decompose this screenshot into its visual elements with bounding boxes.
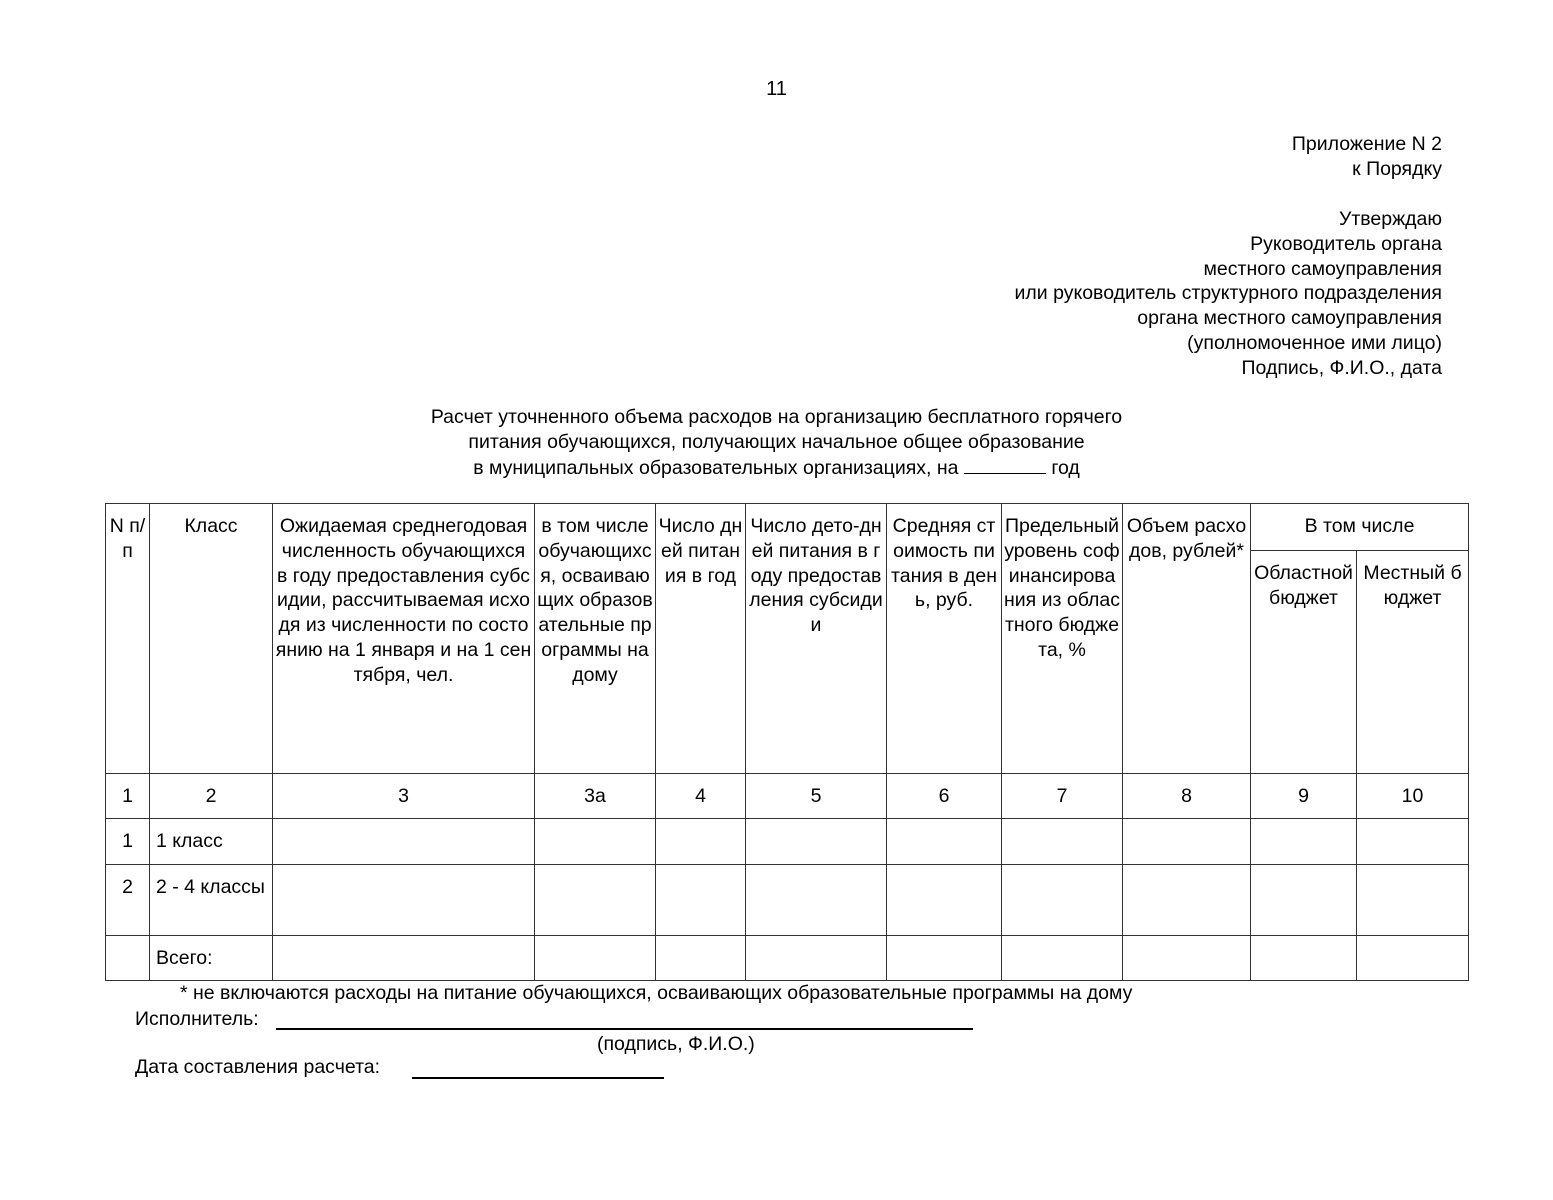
data-cell[interactable]: [535, 819, 656, 865]
row-class-label: 1 класс: [150, 819, 273, 865]
appendix-reference: [1292, 132, 1442, 182]
appendix-line: Приложение N 2: [1291, 133, 1442, 155]
title-line: Расчет уточненного объема расходов на организацию бесплатного горячего: [430, 406, 1123, 428]
data-cell[interactable]: [1123, 865, 1251, 936]
year-blank-field[interactable]: [964, 455, 1046, 474]
approval-line: (уполномоченное ими лицо): [1187, 331, 1442, 354]
header-cell-class: Класс: [150, 504, 273, 774]
header-cell-local-budget: Местный бюджет: [1357, 551, 1469, 774]
data-cell[interactable]: [1357, 819, 1469, 865]
data-cell[interactable]: [1002, 865, 1123, 936]
row-number: 1: [106, 819, 150, 865]
data-cell[interactable]: [887, 865, 1002, 936]
appendix-line: к Порядку: [1352, 158, 1442, 180]
data-cell[interactable]: [535, 936, 656, 981]
row-number: [106, 936, 150, 981]
approval-line: органа местного самоуправления: [1137, 307, 1442, 330]
column-number: 1: [106, 774, 150, 819]
data-cell[interactable]: [1357, 936, 1469, 981]
data-cell[interactable]: [1002, 819, 1123, 865]
header-cell-number: N п/п: [106, 504, 150, 774]
column-numbers-row: [106, 774, 1469, 819]
data-cell[interactable]: [656, 819, 746, 865]
calculation-table: [105, 503, 1469, 981]
approval-line: или руководитель структурного подразделения: [1014, 282, 1442, 305]
table-row: [106, 819, 1469, 865]
data-cell[interactable]: [1002, 936, 1123, 981]
header-cell-regional-budget: Областной бюджет: [1251, 551, 1357, 774]
header-cell-avg-cost: Средняя стоимость питания в день, руб.: [887, 504, 1002, 774]
signature-hint: (подпись, Ф.И.О.): [597, 1033, 755, 1055]
approval-line: местного самоуправления: [1203, 257, 1442, 280]
data-cell[interactable]: [887, 819, 1002, 865]
row-class-label: 2 - 4 классы: [150, 865, 273, 936]
title-line: [0, 455, 1553, 481]
data-cell[interactable]: [656, 865, 746, 936]
header-cell-meal-days: Число дней питания в год: [656, 504, 746, 774]
calc-date-line[interactable]: [412, 1077, 664, 1079]
title-line: питания обучающихся, получающих начальное общее образование: [468, 431, 1085, 453]
data-cell[interactable]: [1357, 865, 1469, 936]
column-number: 10: [1357, 774, 1469, 819]
calc-date-label: Дата составления расчета:: [135, 1056, 381, 1078]
row-number: 2: [106, 865, 150, 936]
data-cell[interactable]: [746, 936, 887, 981]
calc-date-block: [135, 1056, 380, 1079]
column-number: 8: [1123, 774, 1251, 819]
executor-label: Исполнитель:: [135, 1008, 259, 1030]
data-cell[interactable]: [273, 865, 535, 936]
footnote: * не включаются расходы на питание обучающихся, осваивающих образовательные программы на дому: [180, 982, 1133, 1004]
header-cell-expected-count: Ожидаемая среднегодовая численность обучающихся в году предоставления субсидии, рассчитываемая исходя из численности по состоянию на 1 января и на 1 сентября, чел.: [273, 504, 535, 774]
header-row: [106, 504, 1469, 551]
data-cell[interactable]: [1251, 819, 1357, 865]
data-cell[interactable]: [656, 936, 746, 981]
executor-signature-line[interactable]: [276, 1028, 973, 1030]
title-line-prefix: в муниципальных образовательных организациях, на: [473, 457, 959, 479]
header-cell-including-group: В том числе: [1251, 504, 1469, 551]
data-cell[interactable]: [1123, 819, 1251, 865]
data-cell[interactable]: [273, 936, 535, 981]
title-line-suffix: год: [1051, 457, 1080, 479]
column-number: 7: [1002, 774, 1123, 819]
column-number: 6: [887, 774, 1002, 819]
data-cell[interactable]: [1251, 936, 1357, 981]
approval-line: Подпись, Ф.И.О., дата: [1241, 356, 1442, 379]
column-number: 5: [746, 774, 887, 819]
data-cell[interactable]: [746, 819, 887, 865]
approval-line: Руководитель органа: [1250, 232, 1442, 255]
data-cell[interactable]: [1123, 936, 1251, 981]
column-number: 2: [150, 774, 273, 819]
document-title: [0, 405, 1553, 481]
data-cell[interactable]: [887, 936, 1002, 981]
column-number: 3: [273, 774, 535, 819]
header-cell-home-learners: в том числе обучающихся, осваивающих образовательные программы на дому: [535, 504, 656, 774]
column-number: 3а: [535, 774, 656, 819]
column-number: 9: [1251, 774, 1357, 819]
table-row: [106, 865, 1469, 936]
page-number: 11: [766, 78, 787, 100]
approval-block: [1015, 207, 1443, 381]
header-cell-child-days: Число дето-дней питания в году предоставления субсидии: [746, 504, 887, 774]
row-class-label: Всего:: [150, 936, 273, 981]
header-cell-cofinancing-level: Предельный уровень софинансирования из областного бюджета, %: [1002, 504, 1123, 774]
data-cell[interactable]: [746, 865, 887, 936]
data-cell[interactable]: [1251, 865, 1357, 936]
data-cell[interactable]: [273, 819, 535, 865]
column-number: 4: [656, 774, 746, 819]
table-row-total: [106, 936, 1469, 981]
header-cell-expense-volume: Объем расходов, рублей*: [1123, 504, 1251, 774]
approval-line: Утверждаю: [1338, 208, 1442, 230]
data-cell[interactable]: [535, 865, 656, 936]
executor-block: [135, 1008, 259, 1031]
